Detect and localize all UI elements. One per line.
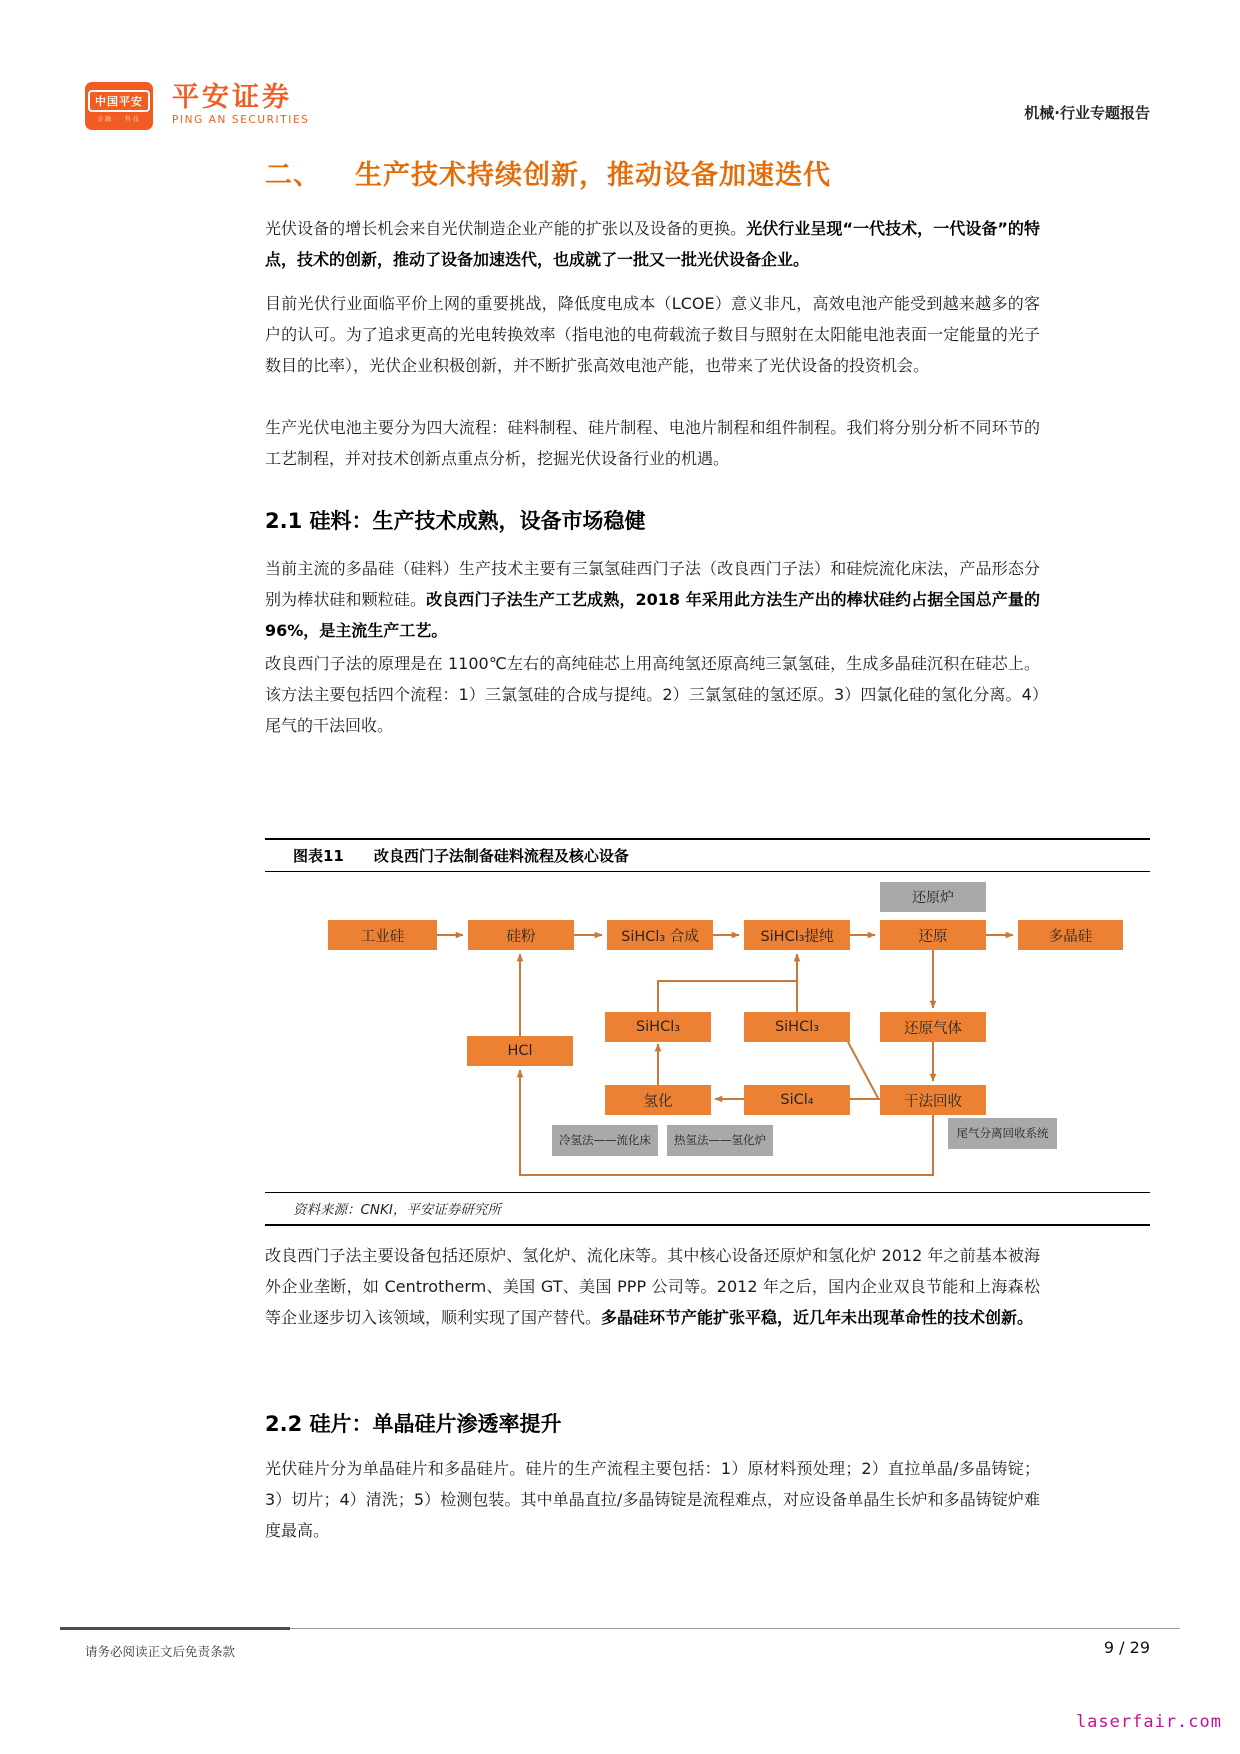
paragraph-6-text: 改良西门子法主要设备包括还原炉、氢化炉、流化床等。其中核心设备还原炉和氢化炉 2012 年之前基本被海外企业垄断，如 Centrotherm、美国 GT、美国 PPP 公司等。2012 年之后，国内企业双良节能和上海森松等企业逐步切入该领域，顺利实现了国产替代。 [265,1246,1040,1327]
siemens-process-flowchart [265,872,1150,1192]
paragraph-5: 改良西门子法的原理是在 1100℃左右的高纯硅芯上用高纯氢还原高纯三氯氢硅，生成多晶硅沉积在硅芯上。该方法主要包括四个流程：1）三氯氢硅的合成与提纯。2）三氯氢硅的氢还原。3）四氯化硅的氢化分离。4）尾气的干法回收。 [265,654,1040,735]
brand-name-en: PING AN SECURITIES [172,114,310,126]
flow-node-sicl4: SiCl₄ [744,1085,850,1115]
flow-node-reduction: 还原 [880,920,986,950]
flow-node-tail-gas-system: 尾气分离回收系统 [948,1118,1057,1149]
flow-node-hydrogenation: 氢化 [605,1085,711,1115]
paragraph-4-text: 当前主流的多晶硅（硅料）生产技术主要有三氯氢硅西门子法（改良西门子法）和硅烷流化床法，产品形态分别为棒状硅和颗粒硅。 [265,559,1040,609]
paragraph-1-text: 光伏设备的增长机会来自光伏制造企业产能的扩张以及设备的更换。 [265,219,747,238]
watermark: laserfair.com [1075,1712,1222,1732]
flow-node-cold-hydrogenation: 冷氢法——流化床 [552,1125,658,1156]
flow-node-polysilicon: 多晶硅 [1018,920,1123,950]
flow-node-reduction-furnace: 还原炉 [880,882,986,912]
paragraph-4-bold: 改良西门子法生产工艺成熟，2018 年采用此方法生产出的棒状硅约占据全国总产量的 96%，是主流生产工艺。 [265,590,1040,640]
footer-rule-accent [60,1627,290,1630]
footer-disclaimer: 请务必阅读正文后免责条款 [85,1644,236,1659]
section-heading [265,153,1040,192]
figure-11 [265,838,1150,1226]
flow-node-hot-hydrogenation: 热氢法——氢化炉 [667,1125,773,1156]
figure-source: 资料来源：CNKI，平安证券研究所 [265,1192,1150,1226]
flow-node-silicon-powder: 硅粉 [468,920,574,950]
paragraph-7: 光伏硅片分为单晶硅片和多晶硅片。硅片的生产流程主要包括：1）原材料预处理；2）直拉单晶/多晶铸锭；3）切片；4）清洗；5）检测包装。其中单晶直拉/多晶铸锭是流程难点，对应设备单晶生长炉和多晶铸锭炉难度最高。 [265,1459,1040,1540]
section-title: 生产技术持续创新，推动设备加速迭代 [355,160,831,191]
paragraph-6 [265,1240,1040,1333]
flow-node-sihcl3-synthesis: SiHCl₃ 合成 [607,920,713,950]
flow-node-hcl: HCl [467,1036,573,1066]
subsection-2-1-heading: 2.1 硅料：生产技术成熟，设备市场稳健 [265,509,646,533]
paragraph-6-bold: 多晶硅环节产能扩张平稳，近几年未出现革命性的技术创新。 [601,1308,1034,1327]
flow-node-industrial-silicon: 工业硅 [328,920,437,950]
flow-node-sihcl3-purification: SiHCl₃提纯 [744,920,850,950]
paragraph-3: 生产光伏电池主要分为四大流程：硅料制程、硅片制程、电池片制程和组件制程。我们将分别分析不同环节的工艺制程，并对技术创新点重点分析，挖掘光伏设备行业的机遇。 [265,418,1040,468]
subsection-2-2-heading: 2.2 硅片：单晶硅片渗透率提升 [265,1412,562,1436]
flow-node-sihcl3-left: SiHCl₃ [605,1012,711,1042]
section-number: 二、 [265,160,321,191]
figure-caption [265,838,1150,872]
paragraph-1 [265,213,1040,275]
pingan-logo-subtext: 金融 · 科技 [97,115,141,123]
flow-node-dry-recovery: 干法回收 [880,1085,986,1115]
brand-block [172,84,309,126]
pingan-logo [85,82,153,130]
page-number: 9 / 29 [1103,1638,1150,1657]
paragraph-4 [265,553,1040,646]
figure-title: 改良西门子法制备硅料流程及核心设备 [373,847,629,865]
report-type-label: 机械·行业专题报告 [1024,104,1150,122]
paragraph-2: 目前光伏行业面临平价上网的重要挑战，降低度电成本（LCOE）意义非凡，高效电池产能受到越来越多的客户的认可。为了追求更高的光电转换效率（指电池的电荷载流子数目与照射在太阳能电池表面一定能量的光子数目的比率），光伏企业积极创新，并不断扩张高效电池产能，也带来了光伏设备的投资机会。 [265,294,1040,375]
pingan-logo-text: 中国平安 [88,90,150,112]
flow-node-reduction-gas: 还原气体 [880,1012,986,1042]
paragraph-1-bold: 光伏行业呈现“一代技术，一代设备”的特点，技术的创新，推动了设备加速迭代，也成就了一批又一批光伏设备企业。 [265,219,1040,269]
flow-node-sihcl3-right: SiHCl₃ [744,1012,850,1042]
figure-label: 图表11 [293,847,344,865]
brand-name-cn: 平安证券 [172,82,292,113]
